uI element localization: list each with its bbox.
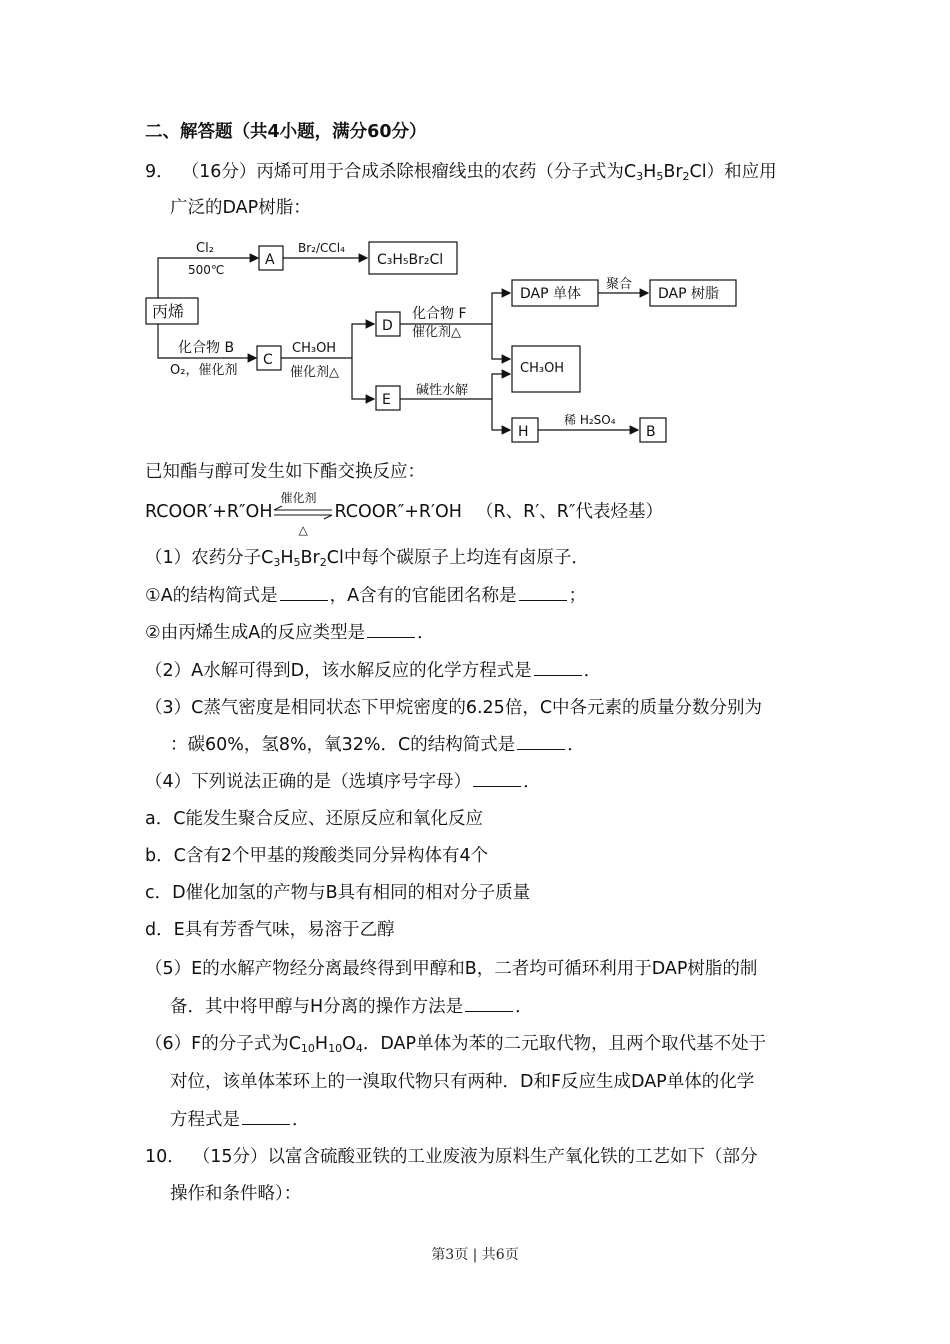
- arrow-to-monomer: [492, 293, 510, 324]
- q9-number: 9．: [145, 162, 174, 182]
- q9-part5-line1: （5）E的水解产物经分离最终得到甲醇和B，二者均可循环利用于DAP树脂的制: [145, 959, 758, 979]
- q9-part6-line3: 方程式是 ．: [170, 1110, 310, 1130]
- equation-left: RCOOR′+R″OH: [145, 502, 273, 522]
- answer-blank: [534, 661, 582, 676]
- label-A: A: [265, 252, 275, 268]
- label-compound-F: 化合物 F: [412, 306, 467, 322]
- q9-intro-line2: 广泛的DAP树脂：: [170, 198, 311, 218]
- answer-blank: [242, 1110, 290, 1125]
- answer-blank: [473, 772, 521, 787]
- arrow-E-to-ch3oh: [492, 374, 510, 399]
- label-catalyst-heat-1: 催化剂△: [290, 365, 339, 380]
- equation-catalyst: 催化剂: [280, 491, 317, 505]
- q10-line1: 10． （15分）以富含硫酸亚铁的工业废液为原料生产氧化铁的工艺如下（部分: [145, 1147, 758, 1167]
- q9-part3-line1: （3）C蒸气密度是相同状态下甲烷密度的6.25倍，C中各元素的质量分数分别为: [145, 698, 763, 718]
- q9-part1: （1）农药分子$C_3H_5Br_2Cl$中每个碳原子上均连有卤原子．: [145, 548, 589, 569]
- answer-blank: [367, 623, 415, 638]
- answer-blank: [465, 997, 513, 1012]
- arrow-to-H: [492, 399, 510, 430]
- known-statement: 已知酯与醇可发生如下酯交换反应：: [145, 462, 425, 482]
- option-d: d．E具有芳香气味，易溶于乙醇: [145, 920, 395, 940]
- equation-right: RCOOR″+R′OH: [334, 502, 462, 522]
- label-500c: 500℃: [188, 263, 225, 277]
- label-ch3oh-reagent: CH₃OH: [292, 341, 337, 356]
- q9-part3-line2: ：碳60%，氢8%，氧32%．C的结构简式是 ．: [170, 735, 585, 755]
- label-compound-B: 化合物 B: [178, 340, 235, 356]
- label-br2-ccl4: Br₂/CCl₄: [298, 241, 345, 255]
- reaction-scheme-diagram: [140, 234, 760, 446]
- q9-intro-line1: 9． （16分）丙烯可用于合成杀除根瘤线虫的农药（分子式为$C_3H_5Br_2Cl$）和应用: [145, 162, 777, 183]
- label-H: H: [518, 424, 529, 440]
- option-a: a．C能发生聚合反应、还原反应和氧化反应: [145, 809, 483, 829]
- answer-blank: [280, 586, 328, 601]
- label-cl2: Cl₂: [196, 241, 214, 256]
- ester-exchange-equation: [145, 491, 663, 537]
- label-C: C: [263, 352, 273, 368]
- answer-blank: [519, 586, 567, 601]
- label-alkaline-hydrolysis: 碱性水解: [416, 383, 469, 398]
- q10-number: 10．: [145, 1147, 185, 1167]
- section-title: 二、解答题（共4小题，满分60分）: [145, 122, 427, 142]
- label-dilute-h2so4: 稀 H₂SO₄: [564, 413, 616, 427]
- reversible-arrow: [272, 491, 334, 537]
- arrow-to-E: [352, 358, 374, 399]
- q9-part5-line2: 备．其中将甲醇与H分离的操作方法是 ．: [170, 997, 533, 1017]
- option-b: b．C含有2个甲基的羧酸类同分异构体有4个: [145, 846, 489, 866]
- label-catalyst-heat-2: 催化剂△: [412, 325, 461, 340]
- q9-part1-ii: ②由丙烯生成A的反应类型是 ．: [145, 623, 435, 643]
- q9-part6-line2: 对位，该单体苯环上的一溴取代物只有两种．D和F反应生成DAP单体的化学: [170, 1072, 755, 1092]
- label-E: E: [382, 392, 391, 408]
- page-footer: 第3页 | 共6页: [431, 1247, 519, 1263]
- label-ch3oh-product: CH₃OH: [520, 361, 565, 376]
- equation-heat: △: [298, 523, 308, 537]
- arrow-to-ch3oh: [492, 324, 510, 359]
- answer-blank: [517, 735, 565, 750]
- q9-part2: （2）A水解可得到D，该水解反应的化学方程式是 ．: [145, 661, 602, 681]
- q9-part4: （4）下列说法正确的是（选填序号字母） ．: [145, 772, 541, 792]
- label-polymerize: 聚合: [606, 277, 633, 292]
- label-dap-resin: DAP 树脂: [658, 286, 720, 302]
- equation-note: （R、R′、R″代表烃基）: [475, 502, 663, 522]
- label-dap-monomer: DAP 单体: [520, 286, 582, 302]
- q10-line2: 操作和条件略）：: [170, 1184, 302, 1204]
- q9-part6-line1: （6）F的分子式为$C_{10}H_{10}O_4$．DAP单体为苯的二元取代物，且两个取代基不处于: [145, 1034, 767, 1055]
- arrow-to-D: [352, 324, 374, 358]
- q9-part1-i: ①A的结构简式是 ，A含有的官能团名称是 ；: [145, 586, 587, 606]
- label-product-formula: C₃H₅Br₂Cl: [377, 252, 444, 268]
- label-o2-catalyst: O₂，催化剂: [170, 363, 238, 378]
- label-D: D: [382, 318, 393, 334]
- label-B: B: [646, 424, 656, 440]
- label-propylene: 丙烯: [152, 302, 185, 321]
- option-c: c．D催化加氢的产物与B具有相同的相对分子质量: [145, 883, 531, 903]
